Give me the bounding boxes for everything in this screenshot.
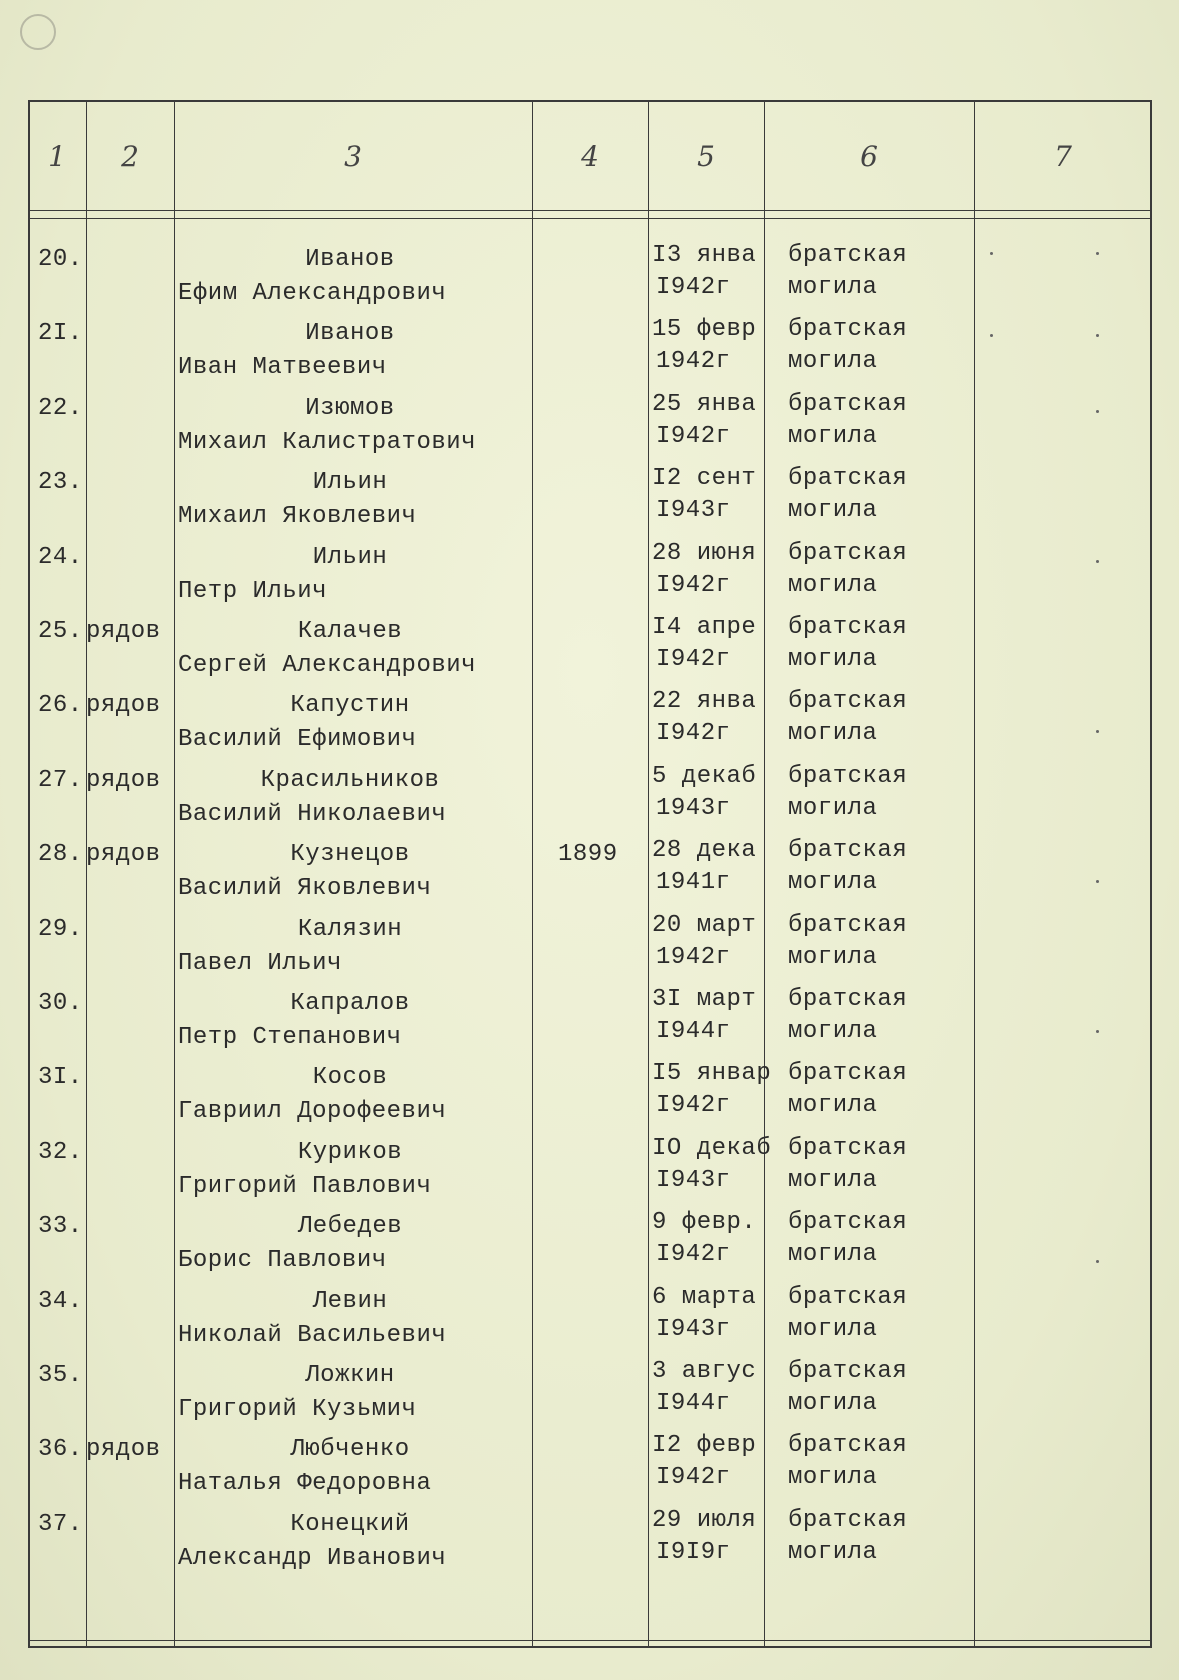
row-death-year: I942г: [656, 422, 731, 450]
row-surname: Левин: [312, 1287, 388, 1315]
ink-dot: [1096, 730, 1099, 733]
row-death-date: 20 март: [652, 911, 757, 939]
row-given-names: Григорий Кузьмич: [178, 1396, 417, 1423]
row-burial-place: могила: [788, 1018, 878, 1045]
row-surname: Красильников: [260, 766, 440, 794]
row-number: 28.: [38, 841, 83, 869]
row-burial-type: братская: [788, 539, 908, 567]
row-number: 26.: [38, 692, 83, 720]
row-given-names: Петр Ильич: [178, 577, 328, 605]
row-given-names: Василий Николаевич: [178, 800, 447, 828]
row-death-year: I942г: [656, 646, 731, 673]
row-burial-place: могила: [788, 1464, 878, 1492]
row-death-year: I942г: [656, 1464, 731, 1492]
table-row: [0, 614, 1179, 688]
row-death-year: I944г: [656, 1018, 731, 1045]
table-row: [0, 242, 1179, 316]
row-burial-type: братская: [788, 1134, 908, 1162]
row-burial-type: братская: [788, 1209, 908, 1237]
row-death-date: 28 июня: [652, 539, 757, 567]
row-burial-type: братская: [788, 1432, 908, 1460]
row-number: 34.: [38, 1287, 83, 1315]
row-death-date: I2 сент: [652, 465, 757, 493]
row-burial-place: могила: [788, 646, 878, 673]
row-death-year: I943г: [656, 497, 731, 525]
row-surname: Калачев: [297, 618, 403, 645]
ink-dot: [1096, 1260, 1099, 1263]
row-death-year: I942г: [656, 720, 731, 748]
row-burial-place: могила: [788, 274, 878, 301]
row-death-date: 22 янва: [652, 688, 757, 716]
row-death-year: 1942г: [656, 348, 731, 376]
row-burial-type: братская: [788, 242, 908, 269]
row-given-names: Петр Степанович: [178, 1024, 402, 1051]
header-separator: [28, 210, 1152, 211]
row-burial-type: братская: [788, 390, 908, 418]
table-row: [0, 316, 1179, 390]
row-burial-place: могила: [788, 1538, 878, 1566]
row-burial-place: могила: [788, 943, 878, 971]
row-burial-place: могила: [788, 348, 878, 376]
row-number: 24.: [38, 543, 83, 571]
row-surname: Капралов: [290, 990, 410, 1017]
row-death-date: 15 февр: [652, 316, 757, 344]
column-header-7: 7: [1054, 140, 1072, 173]
row-number: 3I.: [38, 1064, 83, 1092]
row-given-names: Василий Яковлевич: [178, 875, 432, 903]
row-burial-place: могила: [788, 869, 878, 897]
row-given-names: Гавриил Дорофеевич: [178, 1098, 447, 1126]
row-number: 22.: [38, 394, 83, 422]
row-death-date: I5 январ: [652, 1060, 772, 1088]
row-death-year: 1943г: [656, 794, 731, 822]
table-row: [0, 1284, 1179, 1358]
ink-dot: [990, 252, 993, 255]
ink-dot: [1096, 560, 1099, 563]
table-row: [0, 540, 1179, 614]
ink-dot: [1096, 410, 1099, 413]
footer-line: [28, 1640, 1152, 1641]
row-burial-type: братская: [788, 614, 908, 641]
row-death-year: I942г: [656, 571, 731, 599]
row-surname: Иванов: [305, 246, 395, 273]
column-header-4: 4: [581, 140, 599, 173]
row-death-date: I3 янва: [652, 242, 757, 269]
row-burial-type: братская: [788, 1060, 908, 1088]
row-number: 30.: [38, 990, 83, 1017]
row-death-year: I943г: [656, 1315, 731, 1343]
table-row: [0, 391, 1179, 465]
row-rank: рядов: [86, 1436, 161, 1464]
row-death-year: I943г: [656, 1166, 731, 1194]
row-given-names: Александр Иванович: [178, 1544, 447, 1572]
row-burial-place: могила: [788, 422, 878, 450]
table-row: [0, 1135, 1179, 1209]
row-given-names: Михаил Калистратович: [178, 428, 477, 456]
row-number: 20.: [38, 246, 83, 273]
row-surname: Ложкин: [305, 1362, 395, 1389]
column-header-6: 6: [860, 140, 878, 173]
row-surname: Ильин: [312, 543, 388, 571]
row-burial-type: братская: [788, 1506, 908, 1534]
header-separator: [28, 218, 1152, 219]
row-burial-type: братская: [788, 688, 908, 716]
row-death-date: 6 марта: [652, 1283, 757, 1311]
row-burial-type: братская: [788, 911, 908, 939]
row-surname: Конецкий: [290, 1510, 410, 1538]
row-rank: рядов: [86, 692, 161, 720]
row-death-year: I942г: [656, 1241, 731, 1269]
column-header-3: 3: [344, 140, 362, 173]
row-number: 36.: [38, 1436, 83, 1464]
row-number: 35.: [38, 1362, 83, 1389]
row-surname: Иванов: [305, 320, 395, 348]
row-given-names: Ефим Александрович: [178, 280, 447, 307]
row-burial-place: могила: [788, 1241, 878, 1269]
column-header-5: 5: [697, 140, 715, 173]
table-row: [0, 1507, 1179, 1581]
row-given-names: Сергей Александрович: [178, 652, 477, 679]
row-burial-place: могила: [788, 720, 878, 748]
row-number: 27.: [38, 766, 83, 794]
row-surname: Косов: [312, 1064, 388, 1092]
table-row: [0, 1060, 1179, 1134]
archive-stamp-mark: [20, 14, 56, 50]
row-death-date: 3 авгус: [652, 1358, 757, 1385]
row-burial-type: братская: [788, 986, 908, 1013]
row-death-year: 1942г: [656, 943, 731, 971]
row-burial-type: братская: [788, 1358, 908, 1385]
table-row: [0, 1209, 1179, 1283]
row-number: 2I.: [38, 320, 83, 348]
row-given-names: Николай Васильевич: [178, 1321, 447, 1349]
row-number: 33.: [38, 1213, 83, 1241]
ink-dot: [1096, 252, 1099, 255]
row-burial-type: братская: [788, 316, 908, 344]
row-burial-place: могила: [788, 571, 878, 599]
row-death-date: 25 янва: [652, 390, 757, 418]
table-row: [0, 763, 1179, 837]
row-surname: Ильин: [312, 469, 388, 497]
row-rank: рядов: [86, 841, 161, 869]
table-row: [0, 688, 1179, 762]
row-death-year: 1941г: [656, 869, 731, 897]
row-surname: Изюмов: [305, 394, 395, 422]
table-row: [0, 986, 1179, 1060]
row-death-date: 9 февр.: [652, 1209, 757, 1237]
ink-dot: [1096, 880, 1099, 883]
row-number: 23.: [38, 469, 83, 497]
row-surname: Кузнецов: [290, 841, 410, 869]
row-death-date: 28 дека: [652, 837, 757, 865]
row-birth-year: 1899: [558, 841, 618, 869]
row-given-names: Иван Матвеевич: [178, 354, 387, 382]
row-given-names: Наталья Федоровна: [178, 1470, 432, 1498]
table-row: [0, 465, 1179, 539]
row-burial-place: могила: [788, 1315, 878, 1343]
row-burial-place: могила: [788, 1092, 878, 1120]
row-number: 32.: [38, 1138, 83, 1166]
row-death-year: I944г: [656, 1390, 731, 1417]
row-given-names: Григорий Павлович: [178, 1172, 432, 1200]
row-surname: Куриков: [297, 1138, 403, 1166]
row-death-year: I942г: [656, 274, 731, 301]
row-death-date: I4 апре: [652, 614, 757, 641]
table-row: [0, 1432, 1179, 1506]
row-surname: Любченко: [290, 1436, 410, 1464]
row-burial-place: могила: [788, 1166, 878, 1194]
row-death-date: IO декаб: [652, 1134, 772, 1162]
row-death-date: 29 июля: [652, 1506, 757, 1534]
row-given-names: Борис Павлович: [178, 1247, 387, 1275]
ink-dot: [1096, 1030, 1099, 1033]
column-header-1: 1: [48, 140, 66, 173]
row-surname: Калязин: [297, 915, 403, 943]
row-rank: рядов: [86, 618, 161, 645]
table-row: [0, 1358, 1179, 1432]
row-given-names: Василий Ефимович: [178, 726, 417, 754]
row-surname: Лебедев: [297, 1213, 403, 1241]
row-death-date: 3I март: [652, 986, 757, 1013]
row-death-year: I9I9г: [656, 1538, 731, 1566]
row-death-year: I942г: [656, 1092, 731, 1120]
row-burial-place: могила: [788, 794, 878, 822]
ink-dot: [1096, 334, 1099, 337]
row-burial-place: могила: [788, 1390, 878, 1417]
row-given-names: Павел Ильич: [178, 949, 342, 977]
row-number: 37.: [38, 1510, 83, 1538]
row-burial-type: братская: [788, 1283, 908, 1311]
row-number: 25.: [38, 618, 83, 645]
row-death-date: 5 декаб: [652, 762, 757, 790]
row-burial-type: братская: [788, 762, 908, 790]
table-row: [0, 837, 1179, 911]
row-surname: Капустин: [290, 692, 410, 720]
table-row: [0, 912, 1179, 986]
column-header-2: 2: [121, 140, 139, 173]
row-burial-place: могила: [788, 497, 878, 525]
row-number: 29.: [38, 915, 83, 943]
row-given-names: Михаил Яковлевич: [178, 503, 417, 531]
row-death-date: I2 февр: [652, 1432, 757, 1460]
row-rank: рядов: [86, 766, 161, 794]
ink-dot: [990, 334, 993, 337]
row-burial-type: братская: [788, 837, 908, 865]
row-burial-type: братская: [788, 465, 908, 493]
